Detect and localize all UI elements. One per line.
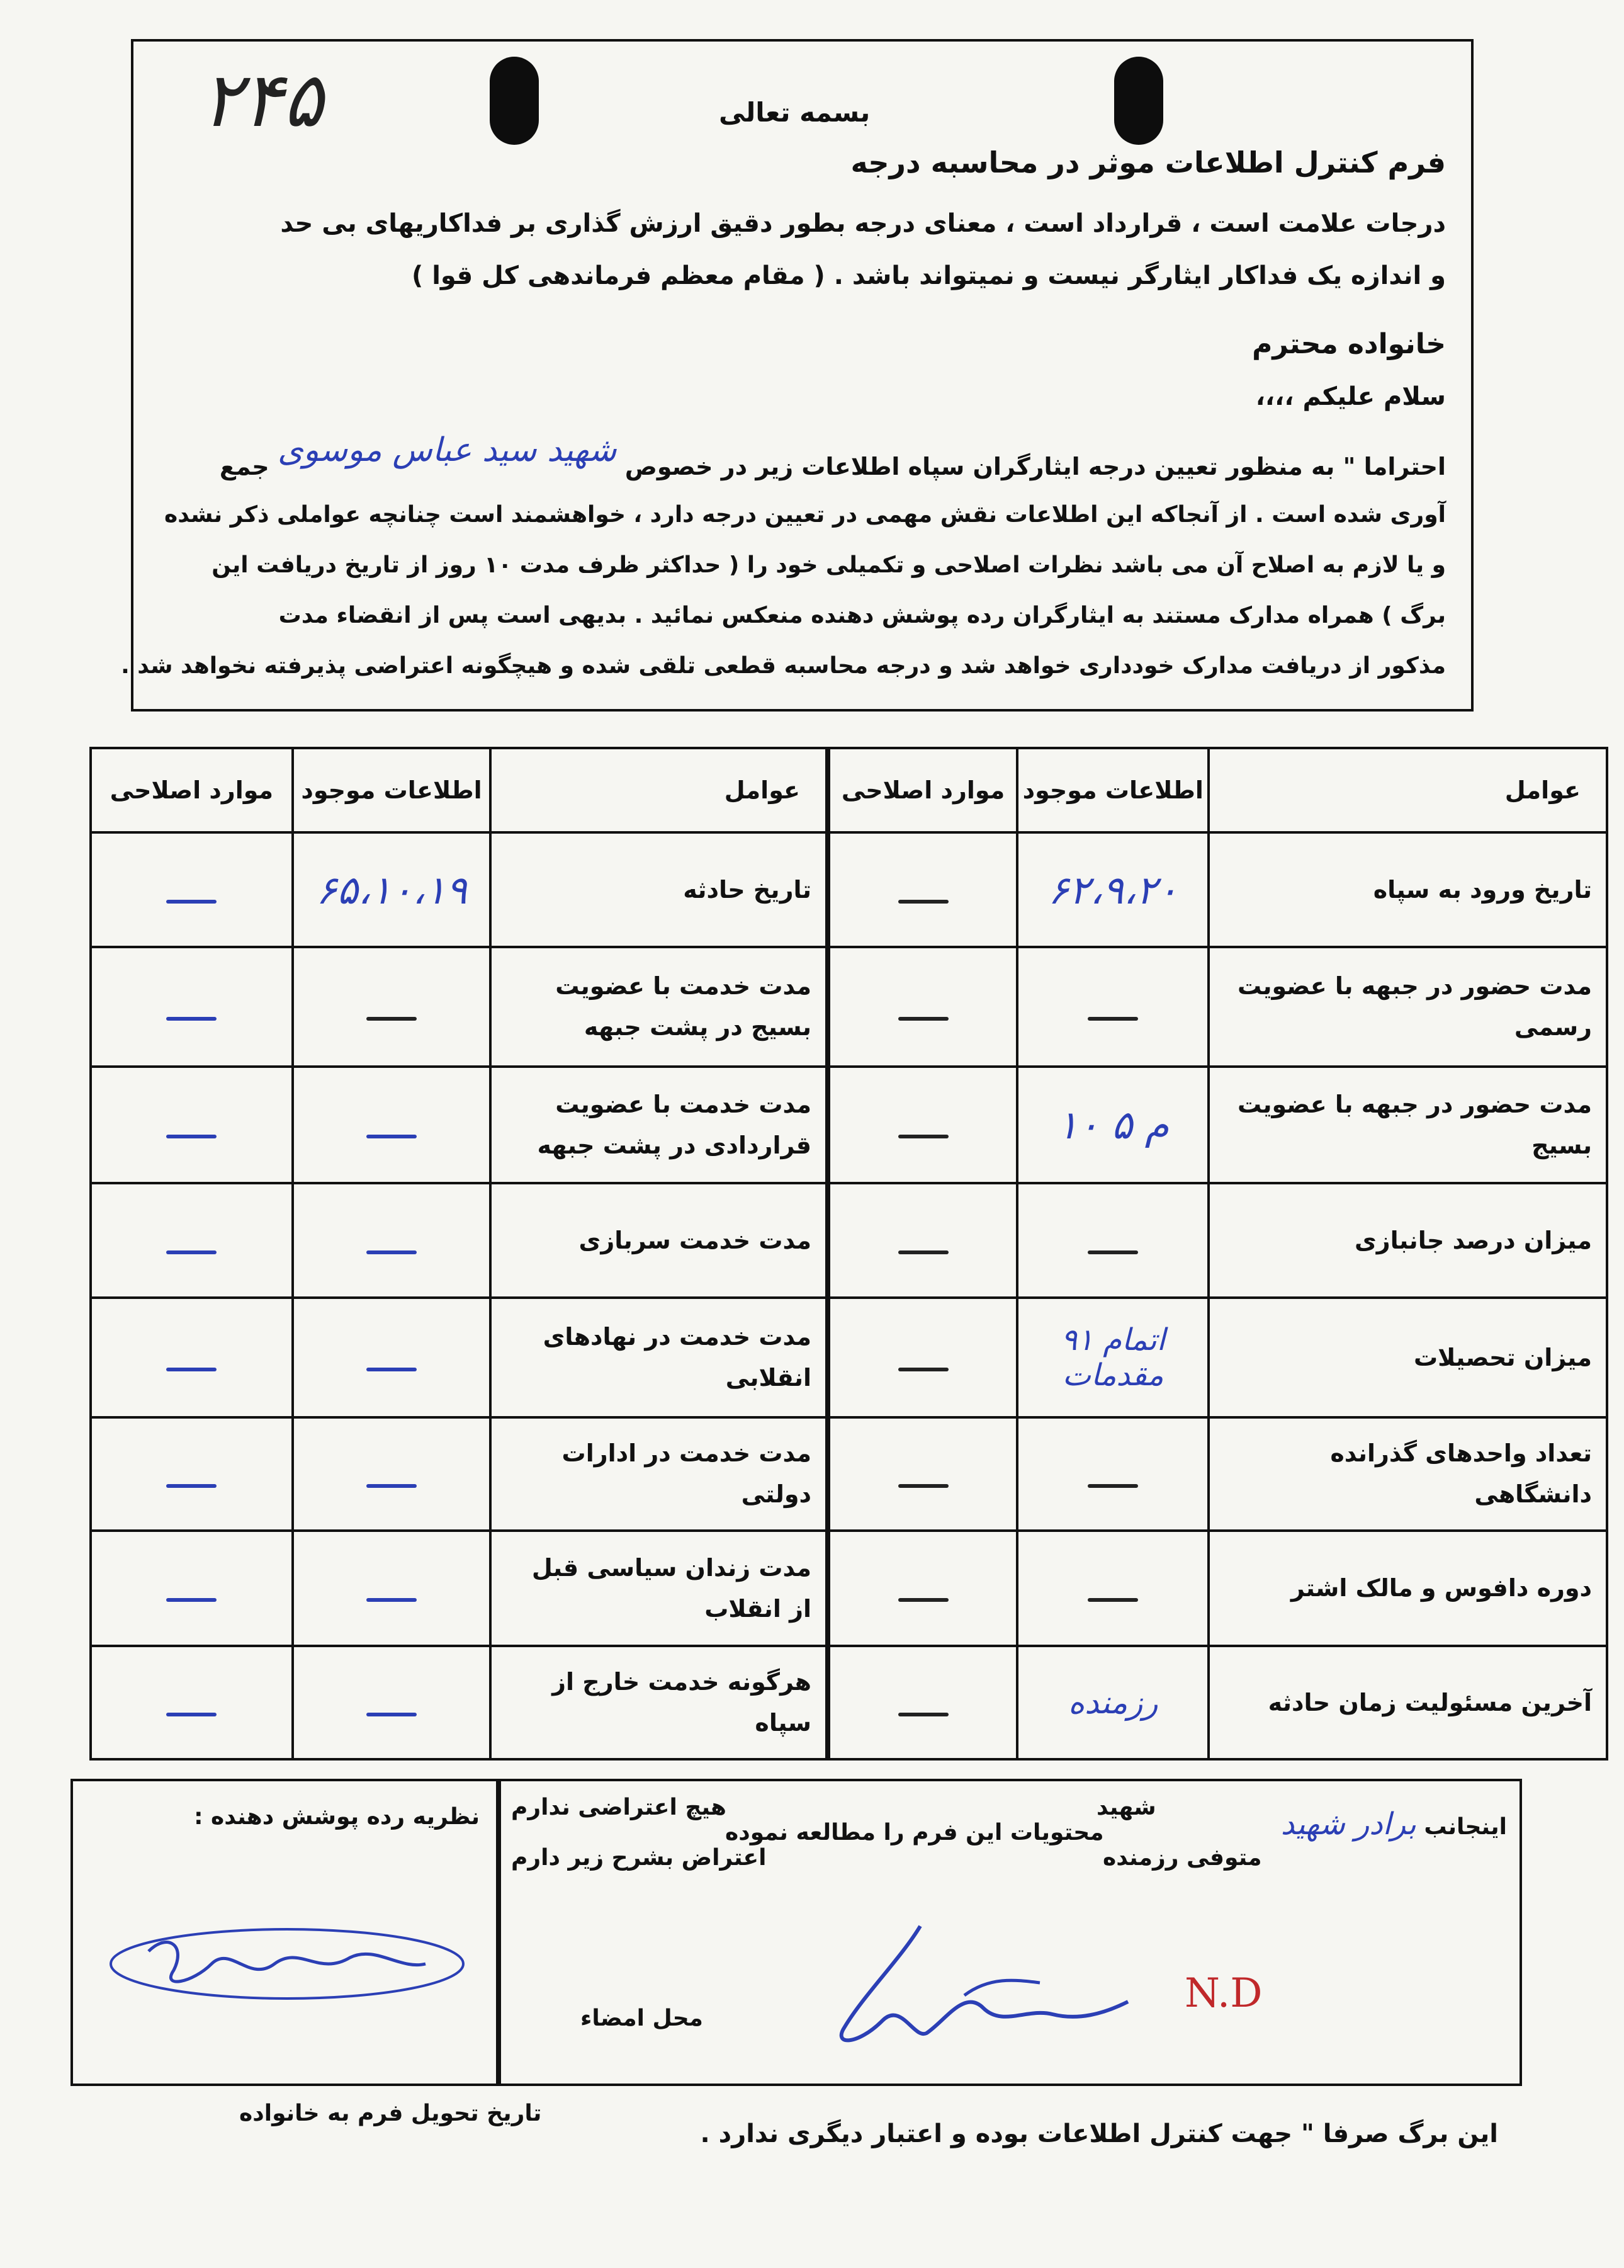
dash-mark [898, 1135, 949, 1138]
table-row [91, 832, 826, 947]
factor-cell: تعداد واحدهای گذرانده دانشگاهی [1209, 1417, 1607, 1531]
table-row [91, 1067, 826, 1183]
body-line-1-start: احتراما " به منظور تعیین درجه ایثارگران سپاه اطلاعات زیر در خصوص [624, 453, 1446, 480]
table-row [91, 1531, 826, 1646]
factor-cell: مدت حضور در جبهه با عضویت رسمی [1209, 947, 1607, 1067]
delivery-date-label: تاریخ تحویل فرم به خانواده [239, 2101, 542, 2126]
correction-cell [91, 947, 293, 1067]
body-line-5: مذکور از دریافت مدارک خودداری خواهد شد و درجه محاسبه قطعی تلقی شده و هیچگونه اعتراضی پذیرفته نخواهد شد . [121, 653, 1446, 679]
dash-mark [366, 1713, 417, 1716]
factor-cell: مدت خدمت سربازی [490, 1183, 826, 1298]
dash-mark [366, 1368, 417, 1371]
correction-cell [829, 832, 1017, 947]
dash-mark [366, 1017, 417, 1021]
signature-place: محل امضاء [580, 2005, 703, 2031]
table-row [829, 1646, 1607, 1759]
existing-cell [293, 1531, 490, 1646]
relation-handwritten: برادر شهید [1280, 1806, 1416, 1842]
correction-cell [91, 1531, 293, 1646]
dash-mark [1088, 1017, 1138, 1021]
declaration-line-1 [1281, 1806, 1507, 1843]
existing-cell: ۶۵،۱۰،۱۹ [293, 832, 490, 947]
dash-mark [166, 1017, 217, 1021]
table-row [91, 947, 826, 1067]
factors-table-right [828, 747, 1608, 1761]
form-title: فرم کنترل اطلاعات موثر در محاسبه درجه [850, 145, 1446, 179]
objection: اعتراض بشرح زیر دارم [511, 1845, 767, 1871]
correction-cell [829, 1646, 1017, 1759]
read-contents: محتویات این فرم را مطالعه نموده [725, 1820, 1104, 1846]
existing-cell [293, 1298, 490, 1417]
factor-cell: مدت خدمت با عضویت قراردادی در پشت جبهه [490, 1067, 826, 1183]
existing-cell: رزمنده [1017, 1646, 1209, 1759]
existing-cell [293, 1417, 490, 1531]
existing-cell [1017, 1531, 1209, 1646]
existing-cell [293, 1646, 490, 1759]
correction-cell [829, 1531, 1017, 1646]
existing-cell [1017, 1183, 1209, 1298]
factor-cell: مدت خدمت با عضویت بسیج در پشت جبهه [490, 947, 826, 1067]
body-line-1-end: جمع [219, 453, 269, 480]
dash-mark [898, 1368, 949, 1371]
correction-cell [829, 1417, 1017, 1531]
body-line-1 [219, 431, 1446, 484]
factor-cell: مدت زندان سیاسی قبل از انقلاب [490, 1531, 826, 1646]
dash-mark [898, 900, 949, 904]
dash-mark [898, 1250, 949, 1254]
dash-mark [166, 1484, 217, 1488]
dash-mark [1088, 1484, 1138, 1488]
table-row [829, 1417, 1607, 1531]
table-row [91, 1298, 826, 1417]
existing-cell [293, 1183, 490, 1298]
table-row [829, 1183, 1607, 1298]
dash-mark [366, 1250, 417, 1254]
table-header-row [829, 748, 1607, 832]
dash-mark [898, 1017, 949, 1021]
dash-mark [898, 1598, 949, 1602]
body-line-4: برگ ) همراه مدارک مستند به ایثارگران رده پوشش دهنده منعکس نمائید . بدیهی است پس از انقضاء مدت [278, 603, 1446, 628]
body-line-2: آوری شده است . از آنجاکه این اطلاعات نقش مهمی در تعیین درجه دارد ، خواهشمند است چنانچه عواملی ذکر نشده [164, 502, 1446, 528]
dash-mark [166, 1250, 217, 1254]
table-row [829, 832, 1607, 947]
factor-cell: دوره دافوس و مالک اشتر [1209, 1531, 1607, 1646]
nd-mark: N.D [1185, 1970, 1263, 2017]
correction-cell [91, 1417, 293, 1531]
correction-cell [829, 1067, 1017, 1183]
table-row [829, 1531, 1607, 1646]
existing-cell [293, 1067, 490, 1183]
table-row [91, 1646, 826, 1759]
dash-mark [1088, 1250, 1138, 1254]
factor-cell: تاریخ ورود به سپاه [1209, 832, 1607, 947]
dash-mark [166, 1135, 217, 1138]
dash-mark [166, 1713, 217, 1716]
table-row [91, 1417, 826, 1531]
factor-cell: هرگونه خدمت خارج از سپاه [490, 1646, 826, 1759]
deceased-option: متوفی رزمنده [1103, 1845, 1262, 1871]
dash-mark [898, 1713, 949, 1716]
header-box [121, 39, 1474, 712]
header-factors: عوامل [1209, 748, 1607, 832]
header-corrections: موارد اصلاحی [829, 748, 1017, 832]
dash-mark [1088, 1598, 1138, 1602]
dash-mark [366, 1135, 417, 1138]
correction-cell [91, 1298, 293, 1417]
correction-cell [829, 1183, 1017, 1298]
no-objection: هیچ اعتراضی ندارم [511, 1795, 726, 1820]
factor-cell: مدت خدمت در ادارات دولتی [490, 1417, 826, 1531]
footer-note: این برگ صرفا " جهت کنترل اطلاعات بوده و اعتبار دیگری ندارد . [700, 2119, 1498, 2148]
dash-mark [898, 1484, 949, 1488]
declaration-box [496, 1779, 1522, 2086]
table-row [91, 1183, 826, 1298]
header-corrections: موارد اصلاحی [91, 748, 293, 832]
handwritten-number: ۲۴۵ [201, 57, 324, 144]
correction-cell [91, 1067, 293, 1183]
dash-mark [366, 1598, 417, 1602]
factor-cell: آخرین مسئولیت زمان حادثه [1209, 1646, 1607, 1759]
existing-cell: ۱۰ م ۵ [1017, 1067, 1209, 1183]
shahid-option: شهید [1097, 1795, 1156, 1820]
factor-cell: میزان تحصیلات [1209, 1298, 1607, 1417]
dash-mark [166, 1598, 217, 1602]
cover-unit-signature [98, 1907, 476, 2021]
dash-mark [366, 1484, 417, 1488]
correction-cell [829, 1298, 1017, 1417]
cover-unit-box [70, 1779, 501, 2086]
factor-cell: تاریخ حادثه [490, 832, 826, 947]
correction-cell [91, 1646, 293, 1759]
table-header-row [91, 748, 826, 832]
header-existing: اطلاعات موجود [293, 748, 490, 832]
correction-cell [91, 1183, 293, 1298]
existing-cell [1017, 947, 1209, 1067]
signature-scribble [700, 1920, 1141, 2071]
quote-line-1: درجات علامت است ، قرارداد است ، معنای درجه بطور دقیق ارزش گذاری بر فداکاریهای بی حد [280, 209, 1446, 238]
existing-cell [293, 947, 490, 1067]
table-row [829, 1298, 1607, 1417]
header-existing: اطلاعات موجود [1017, 748, 1209, 832]
greeting-salam: سلام علیکم ،،،، [1255, 382, 1446, 411]
quote-line-2: و اندازه یک فداکار ایثارگر نیست و نمیتواند باشد . ( مقام معظم فرماندهی کل قوا ) [411, 261, 1446, 290]
martyr-name: شهید سید عباس موسوی [277, 431, 617, 469]
factor-cell: میزان درصد جانبازی [1209, 1183, 1607, 1298]
dash-mark [166, 1368, 217, 1371]
correction-cell [829, 947, 1017, 1067]
factor-cell: مدت حضور در جبهه با عضویت بسیج [1209, 1067, 1607, 1183]
i-prefix: اینجانب [1424, 1814, 1507, 1840]
factor-cell: مدت خدمت در نهادهای انقلابی [490, 1298, 826, 1417]
correction-cell [91, 832, 293, 947]
existing-cell: ۶۲،۹،۲۰ [1017, 832, 1209, 947]
dash-mark [166, 900, 217, 904]
factors-table-left [89, 747, 828, 1761]
cover-unit-label: نظریه رده پوشش دهنده : [194, 1804, 480, 1830]
existing-cell [1017, 1417, 1209, 1531]
table-row [829, 1067, 1607, 1183]
basmala: بسمه تعالی [719, 97, 871, 128]
table-row [829, 947, 1607, 1067]
header-factors: عوامل [490, 748, 826, 832]
greeting-family: خانواده محترم [1252, 328, 1446, 360]
existing-cell: ۹۱ اتمام مقدمات [1017, 1298, 1209, 1417]
body-line-3: و یا لازم به اصلاح آن می باشد نظرات اصلاحی و تکمیلی خود را ( حداکثر ظرف مدت ۱۰ روز از تاریخ دریافت این [211, 552, 1446, 578]
